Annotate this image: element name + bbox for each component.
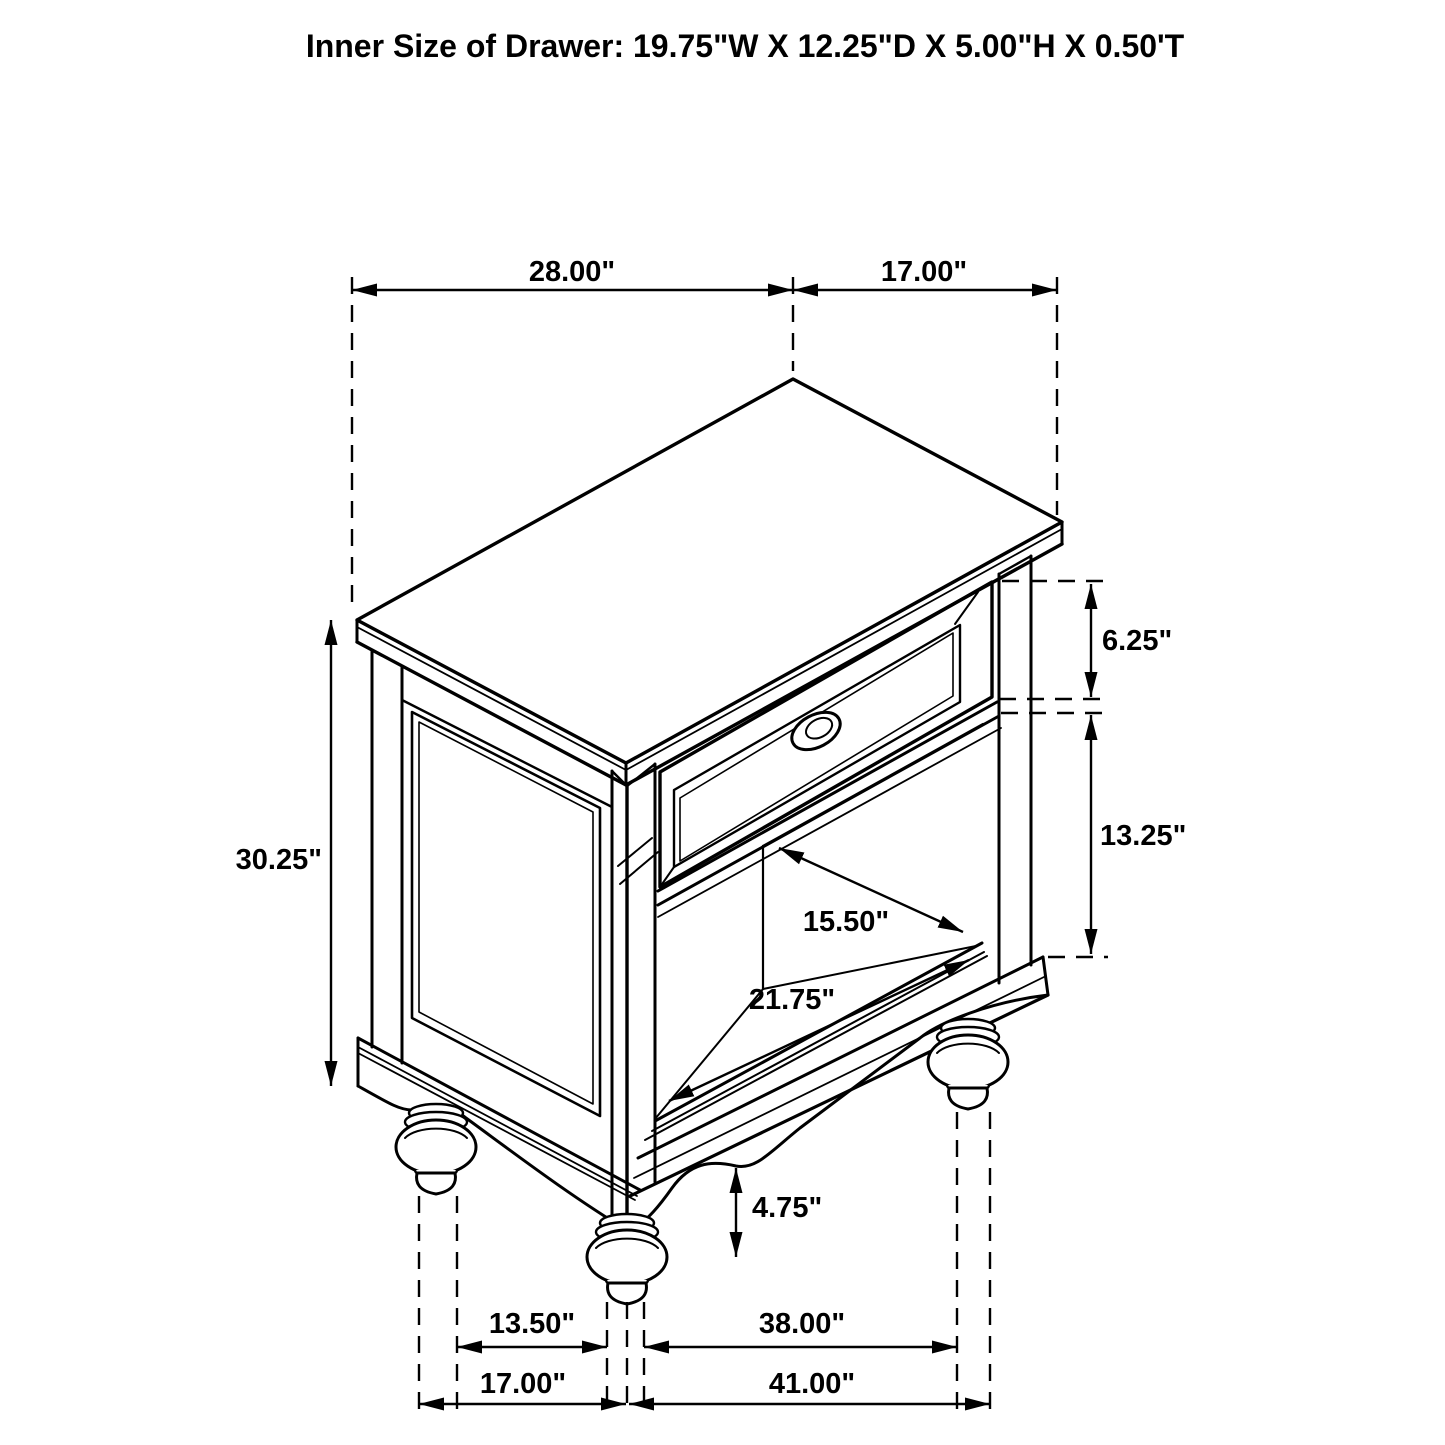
drawer-handle [786, 705, 847, 758]
dim-label-leg-gap-front: 13.50" [488, 1308, 576, 1340]
dim-shelf-width-arrow [669, 960, 969, 1101]
dim-label-shelf-width: 21.75" [748, 984, 836, 1016]
dim-label-leg-span-front: 17.00" [479, 1368, 567, 1400]
dim-label-apron-height: 4.75" [752, 1192, 823, 1224]
right-leg [928, 1019, 1008, 1109]
left-leg [396, 1104, 476, 1194]
drawing-title: Inner Size of Drawer: 19.75"W X 12.25"D X 5.00"H X 0.50'T [305, 28, 1185, 64]
dim-label-leg-span-side: 41.00" [768, 1368, 856, 1400]
front-leg [587, 1214, 667, 1304]
left-corner-post [372, 650, 402, 1063]
dim-label-shelf-depth: 15.50" [802, 906, 890, 938]
dimension-lines [331, 277, 1110, 1413]
dim-label-leg-gap-side: 38.00" [758, 1308, 846, 1340]
nightstand [357, 379, 1062, 1304]
dim-label-overall-height: 30.25" [235, 844, 322, 876]
dim-label-drawer-height: 6.25" [1102, 625, 1173, 657]
dim-label-shelf-height: 13.25" [1100, 820, 1187, 852]
dim-label-top-depth: 17.00" [880, 256, 968, 288]
dim-label-top-width: 28.00" [528, 256, 616, 288]
front-corner-post [612, 764, 655, 1232]
right-corner-post [999, 556, 1031, 983]
